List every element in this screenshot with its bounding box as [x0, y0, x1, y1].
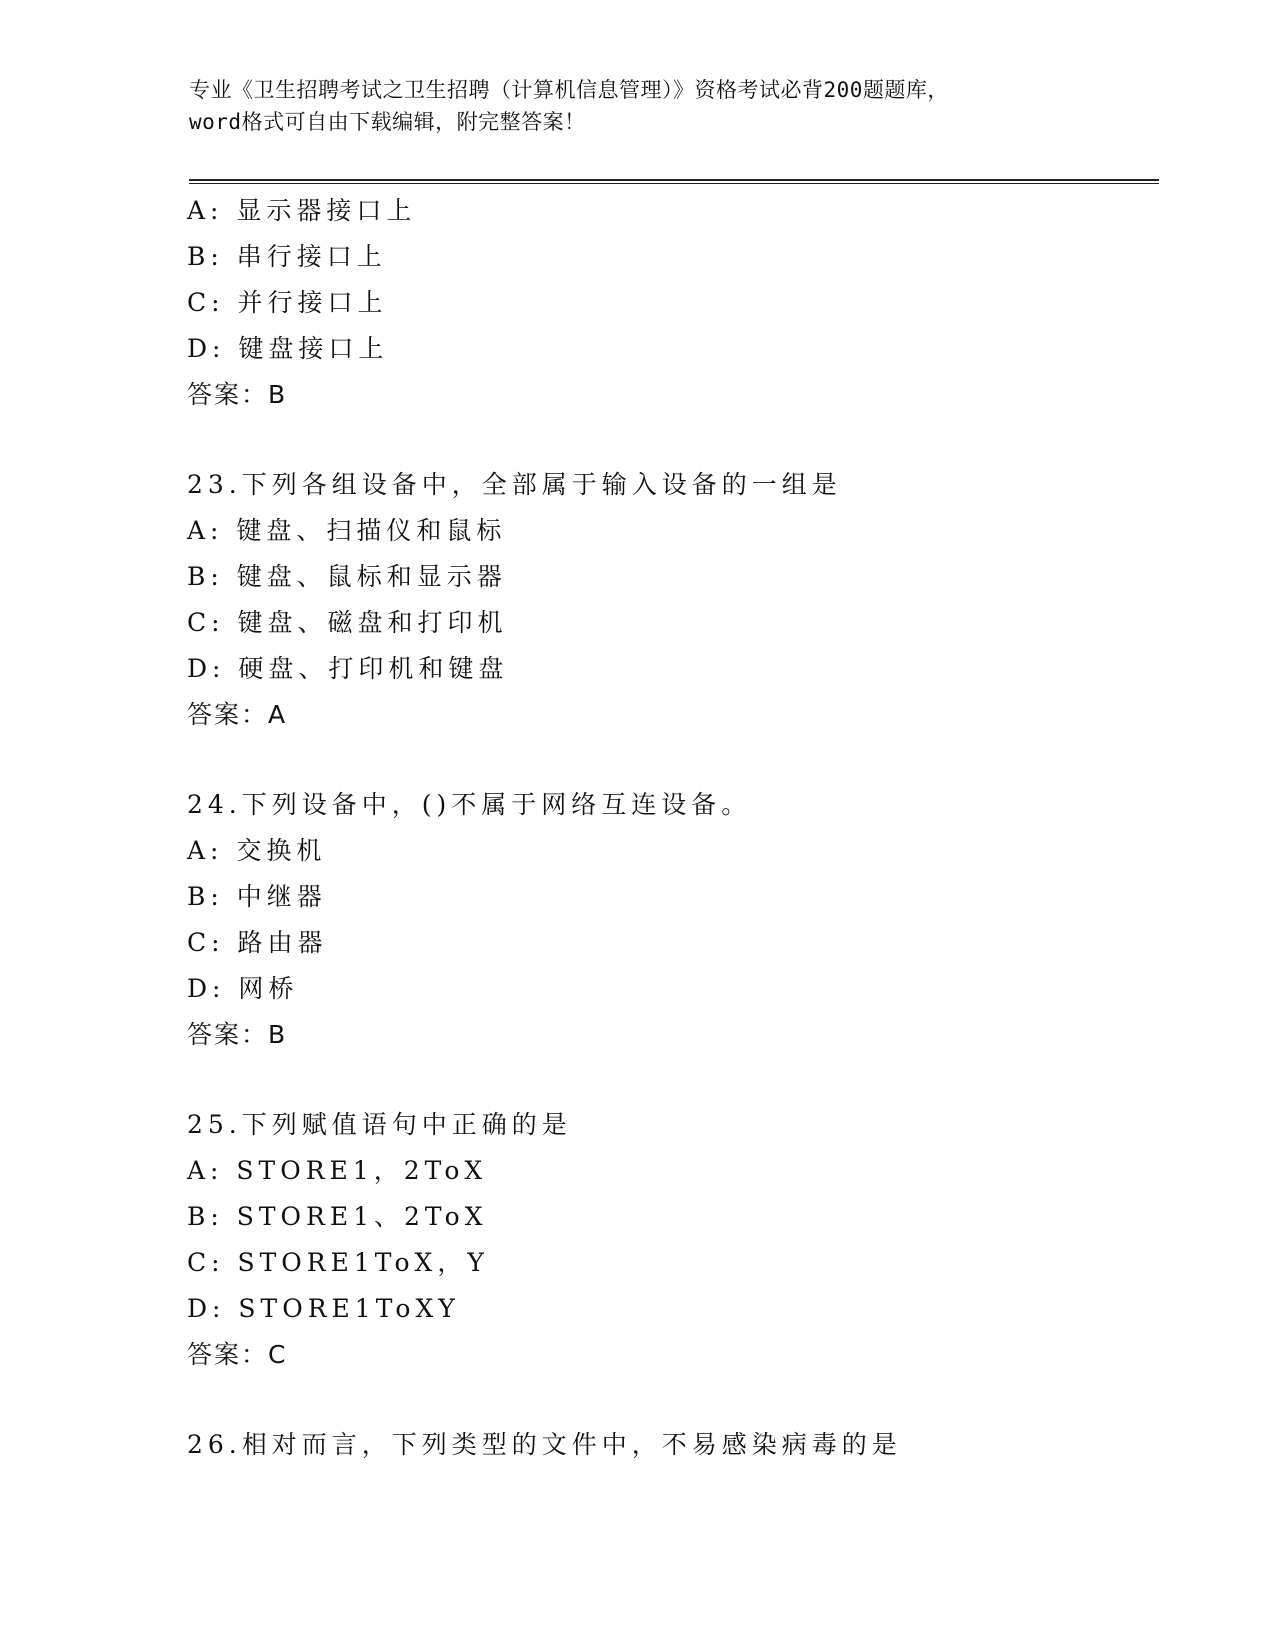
- option-b: B: 中继器: [187, 882, 327, 911]
- option-a: A: 显示器接口上: [187, 196, 417, 225]
- option-d: D: 网桥: [187, 974, 299, 1003]
- option-c: C: 键盘、磁盘和打印机: [187, 608, 508, 637]
- option-d: D: STORE1ToXY: [187, 1294, 460, 1323]
- option-a: A: 键盘、扫描仪和鼠标: [187, 516, 507, 545]
- question-stem: 25.下列赋值语句中正确的是: [187, 1110, 572, 1139]
- option-d: D: 键盘接口上: [187, 334, 389, 363]
- question-block-22-continued: [187, 188, 1187, 418]
- option-b: B: 键盘、鼠标和显示器: [187, 562, 507, 591]
- question-block-23: [187, 462, 1187, 738]
- option-b: B: STORE1、2ToX: [187, 1202, 488, 1231]
- document-header: [189, 74, 1089, 138]
- option-b: B: 串行接口上: [187, 242, 387, 271]
- question-stem: 26.相对而言，下列类型的文件中，不易感染病毒的是: [187, 1430, 902, 1459]
- answer-text: 答案：B: [187, 380, 288, 409]
- option-c: C: STORE1ToX，Y: [187, 1248, 489, 1277]
- option-c: C: 路由器: [187, 928, 328, 957]
- answer-text: 答案：A: [187, 700, 288, 729]
- option-c: C: 并行接口上: [187, 288, 388, 317]
- question-block-24: [187, 782, 1187, 1058]
- option-d: D: 硬盘、打印机和键盘: [187, 654, 509, 683]
- option-a: A: 交换机: [187, 836, 327, 865]
- question-block-26: [187, 1422, 1187, 1468]
- question-stem: 24.下列设备中，()不属于网络互连设备。: [187, 790, 752, 819]
- question-list: [187, 188, 1187, 1468]
- header-line-2: word格式可自由下载编辑，附完整答案！: [189, 110, 586, 134]
- answer-text: 答案：C: [187, 1340, 288, 1369]
- question-block-25: [187, 1102, 1187, 1378]
- header-line-1: 专业《卫生招聘考试之卫生招聘（计算机信息管理）》资格考试必背200题题库，: [189, 78, 949, 102]
- question-stem: 23.下列各组设备中，全部属于输入设备的一组是: [187, 470, 842, 499]
- option-a: A: STORE1，2ToX: [187, 1156, 488, 1185]
- answer-text: 答案：B: [187, 1020, 288, 1049]
- header-divider: [189, 179, 1159, 184]
